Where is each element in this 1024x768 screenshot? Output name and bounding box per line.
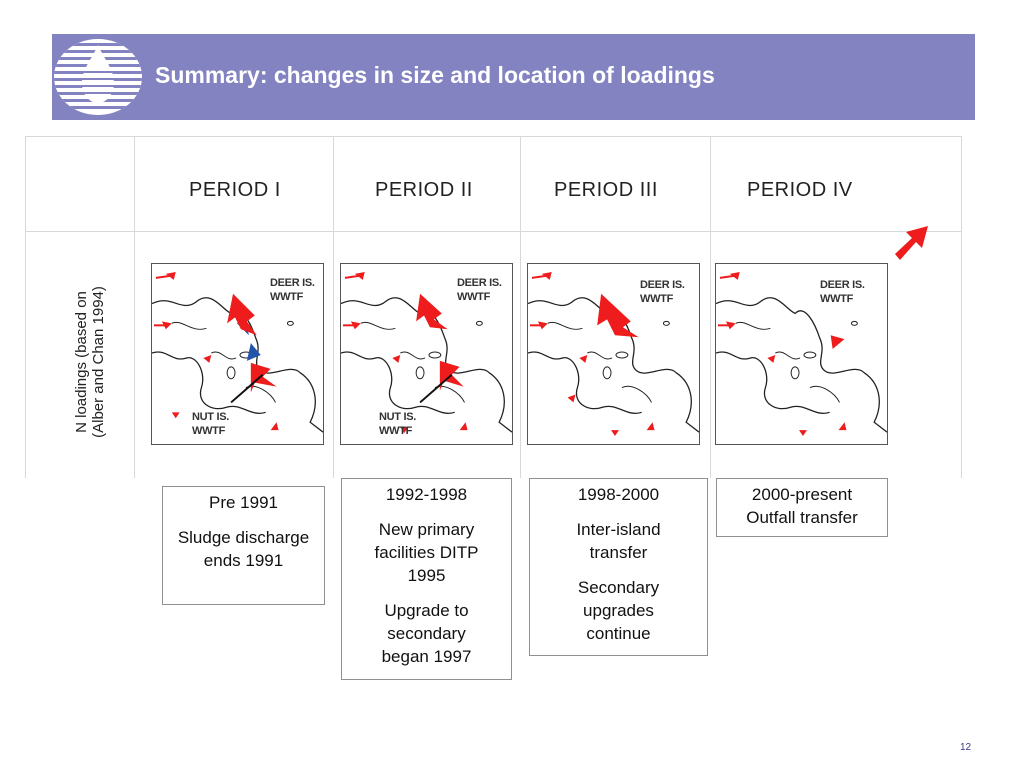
period-4-header: PERIOD IV <box>747 179 853 201</box>
column-divider <box>333 137 334 478</box>
period-2-header: PERIOD II <box>375 179 473 201</box>
slide-title: Summary: changes in size and location of loadings <box>155 62 715 88</box>
nut-island-wwtf-label: WWTF <box>192 425 226 437</box>
deer-island-wwtf-label: WWTF <box>640 293 674 305</box>
note-period-4 <box>716 478 888 537</box>
note-period-2-date: 1992-1998 <box>385 485 468 504</box>
note-period-4-text: 2000-present Outfall transfer <box>746 485 858 527</box>
note-period-2-text-2: Upgrade to secondary began 1997 <box>381 601 472 666</box>
map-period-3 <box>527 263 700 445</box>
deer-island-label: DEER IS. <box>270 277 315 289</box>
map-period-2 <box>340 263 513 445</box>
page-number: 12 <box>960 742 972 753</box>
note-period-1-date: Pre 1991 <box>209 493 278 512</box>
note-period-1 <box>162 486 325 605</box>
nut-island-wwtf-label: WWTF <box>379 425 413 437</box>
note-period-3 <box>529 478 708 656</box>
note-period-2-text-1: New primary facilities DITP 1995 <box>374 520 479 585</box>
title-banner <box>52 34 975 120</box>
row-label-line-1: N loadings (based on <box>73 291 90 433</box>
deer-island-label: DEER IS. <box>457 277 502 289</box>
map-period-1 <box>151 263 324 445</box>
water-drop-logo-icon <box>52 37 144 117</box>
note-period-3-date: 1998-2000 <box>577 485 660 504</box>
column-divider <box>520 137 521 478</box>
nut-island-label: NUT IS. <box>192 411 230 423</box>
period-1-header: PERIOD I <box>189 179 281 201</box>
column-divider <box>710 137 711 478</box>
map-period-4 <box>715 263 888 445</box>
row-label-line-2: (Alber and Chan 1994) <box>90 286 107 438</box>
note-period-3-text-1: Inter-island transfer <box>576 520 661 562</box>
note-period-3-text-2: Secondary upgrades continue <box>577 578 660 643</box>
deer-island-wwtf-label: WWTF <box>270 291 304 303</box>
period-3-header: PERIOD III <box>554 179 658 201</box>
deer-island-wwtf-label: WWTF <box>457 291 491 303</box>
deer-island-label: DEER IS. <box>640 279 685 291</box>
outfall-arrow-icon <box>892 222 932 264</box>
deer-island-wwtf-label: WWTF <box>820 293 854 305</box>
deer-island-label: DEER IS. <box>820 279 865 291</box>
row-divider <box>26 231 961 232</box>
note-period-1-text: Sludge discharge ends 1991 <box>177 528 310 570</box>
column-divider <box>134 137 135 478</box>
note-period-2 <box>341 478 512 680</box>
nut-island-label: NUT IS. <box>379 411 417 423</box>
